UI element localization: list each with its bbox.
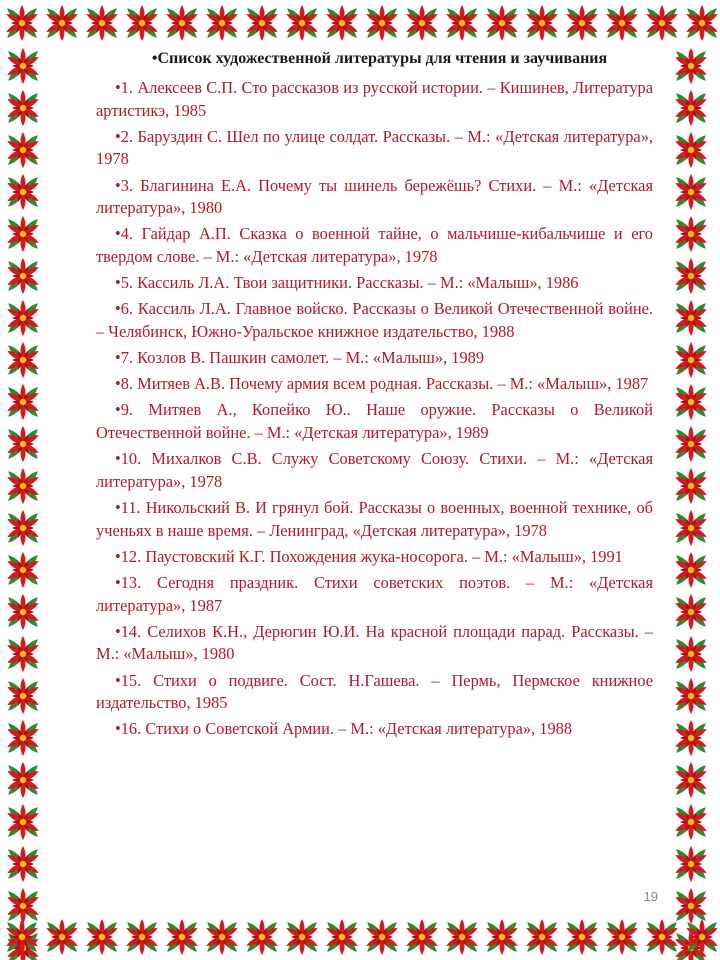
poinsettia-icon — [400, 915, 444, 959]
poinsettia-icon — [1, 548, 45, 592]
poinsettia-icon — [669, 590, 713, 634]
poinsettia-icon — [1, 86, 45, 130]
page-title — [96, 46, 653, 69]
border-top — [0, 0, 720, 46]
poinsettia-icon — [669, 422, 713, 466]
list-item: •13. Сегодня праздник. Стихи советских поэтов. – М.: «Детская литература», 1987 — [96, 573, 653, 615]
list-item: •2. Баруздин С. Шел по улице солдат. Рассказы. – М.: «Детская литература», 1978 — [96, 126, 653, 169]
poinsettia-icon — [1, 758, 45, 802]
poinsettia-icon — [1, 380, 45, 424]
title-bullet: • — [151, 50, 158, 67]
poinsettia-icon — [1, 632, 45, 676]
poinsettia-icon — [600, 1, 644, 45]
poinsettia-icon — [1, 254, 45, 298]
poinsettia-icon — [669, 716, 713, 760]
list-item: •4. Гайдар А.П. Сказка о военной тайне, о мальчише-кибальчише и его твердом слове. – М.: «Детская литература», 1978 — [96, 224, 653, 266]
border-bottom — [0, 914, 720, 960]
list-item: •8. Митяев А.В. Почему армия всем родная. Рассказы. – М.: «Малыш», 1987 — [115, 374, 649, 394]
poinsettia-icon — [669, 254, 713, 298]
poinsettia-icon — [400, 1, 444, 45]
poinsettia-icon — [680, 915, 720, 959]
list-item: •12. Паустовский К.Г. Похождения жука-носорога. – М.: «Малыш», 1991 — [115, 546, 623, 566]
poinsettia-icon — [1, 800, 45, 844]
poinsettia-icon — [40, 1, 84, 45]
poinsettia-icon — [440, 1, 484, 45]
poinsettia-icon — [1, 422, 45, 466]
poinsettia-icon — [669, 380, 713, 424]
list-item: •7. Козлов В. Пашкин самолет. – М.: «Малыш», 1989 — [115, 348, 485, 368]
poinsettia-icon — [80, 915, 124, 959]
poinsettia-icon — [320, 1, 364, 45]
poinsettia-icon — [200, 915, 244, 959]
poinsettia-icon — [160, 1, 204, 45]
poinsettia-icon — [1, 44, 45, 88]
poinsettia-icon — [669, 674, 713, 718]
poinsettia-icon — [320, 915, 364, 959]
poinsettia-icon — [1, 212, 45, 256]
poinsettia-icon — [360, 1, 404, 45]
book-list — [96, 77, 653, 741]
poinsettia-icon — [669, 296, 713, 340]
document-page — [96, 46, 653, 745]
poinsettia-icon — [669, 506, 713, 550]
list-item: •14. Селихов К.Н., Дерюгин Ю.И. На красной площади парад. Рассказы. – М.: «Малыш», 1980 — [96, 621, 653, 664]
poinsettia-icon — [240, 1, 284, 45]
title-text: Список художественной литературы для чтения и заучивания — [157, 50, 608, 67]
poinsettia-icon — [669, 758, 713, 802]
poinsettia-icon — [669, 86, 713, 130]
page-number: 19 — [643, 889, 658, 904]
poinsettia-icon — [120, 1, 164, 45]
list-item: •16. Стихи о Советской Армии. – М.: «Детская литература», 1988 — [115, 719, 573, 739]
poinsettia-icon — [520, 915, 564, 959]
poinsettia-icon — [360, 915, 404, 959]
poinsettia-icon — [1, 464, 45, 508]
poinsettia-icon — [1, 296, 45, 340]
list-item: •11. Никольский В. И грянул бой. Рассказы о военных, военной технике, об ученьях в наше время. – Ленинград, «Детская литература», 1978 — [96, 498, 653, 540]
list-item: •3. Благинина Е.А. Почему ты шинель бережёшь? Стихи. – М.: «Детская литература», 1980 — [96, 175, 653, 218]
poinsettia-icon — [669, 464, 713, 508]
poinsettia-icon — [280, 915, 324, 959]
poinsettia-icon — [669, 842, 713, 886]
poinsettia-icon — [669, 170, 713, 214]
poinsettia-icon — [1, 842, 45, 886]
poinsettia-icon — [1, 338, 45, 382]
poinsettia-icon — [560, 915, 604, 959]
poinsettia-icon — [1, 128, 45, 172]
poinsettia-icon — [1, 506, 45, 550]
poinsettia-icon — [200, 1, 244, 45]
list-item: •15. Стихи о подвиге. Сост. Н.Гашева. – Пермь, Пермское книжное издательство, 1985 — [96, 670, 653, 713]
poinsettia-icon — [640, 915, 684, 959]
poinsettia-icon — [669, 212, 713, 256]
poinsettia-icon — [1, 590, 45, 634]
list-item: •5. Кассиль Л.А. Твои защитники. Рассказы. – М.: «Малыш», 1986 — [115, 273, 579, 293]
poinsettia-icon — [560, 1, 604, 45]
poinsettia-icon — [600, 915, 644, 959]
list-item: •9. Митяев А., Копейко Ю.. Наше оружие. Рассказы о Великой Отечественной войне. – М.: «Детская литература», 1989 — [96, 400, 653, 443]
poinsettia-icon — [480, 1, 524, 45]
poinsettia-icon — [80, 1, 124, 45]
list-item: •6. Кассиль Л.А. Главное войско. Рассказы о Великой Отечественной войне. – Челябинск, Южно-Уральское книжное издательство, 1988 — [96, 299, 653, 341]
poinsettia-icon — [120, 915, 164, 959]
poinsettia-icon — [520, 1, 564, 45]
poinsettia-icon — [1, 716, 45, 760]
poinsettia-icon — [280, 1, 324, 45]
border-left — [0, 0, 46, 960]
poinsettia-icon — [669, 44, 713, 88]
poinsettia-icon — [669, 338, 713, 382]
poinsettia-icon — [160, 915, 204, 959]
poinsettia-icon — [669, 548, 713, 592]
poinsettia-icon — [40, 915, 84, 959]
poinsettia-icon — [440, 915, 484, 959]
list-item: •10. Михалков С.В. Служу Советскому Союзу. Стихи. – М.: «Детская литература», 1978 — [96, 449, 653, 491]
list-item: •1. Алексеев С.П. Сто рассказов из русской истории. – Кишинев, Литература артистикэ, 1985 — [96, 78, 653, 120]
poinsettia-icon — [1, 170, 45, 214]
poinsettia-icon — [0, 915, 44, 959]
poinsettia-icon — [480, 915, 524, 959]
poinsettia-icon — [669, 800, 713, 844]
poinsettia-icon — [1, 674, 45, 718]
poinsettia-icon — [669, 128, 713, 172]
poinsettia-icon — [240, 915, 284, 959]
border-right — [668, 0, 720, 960]
poinsettia-icon — [669, 632, 713, 676]
